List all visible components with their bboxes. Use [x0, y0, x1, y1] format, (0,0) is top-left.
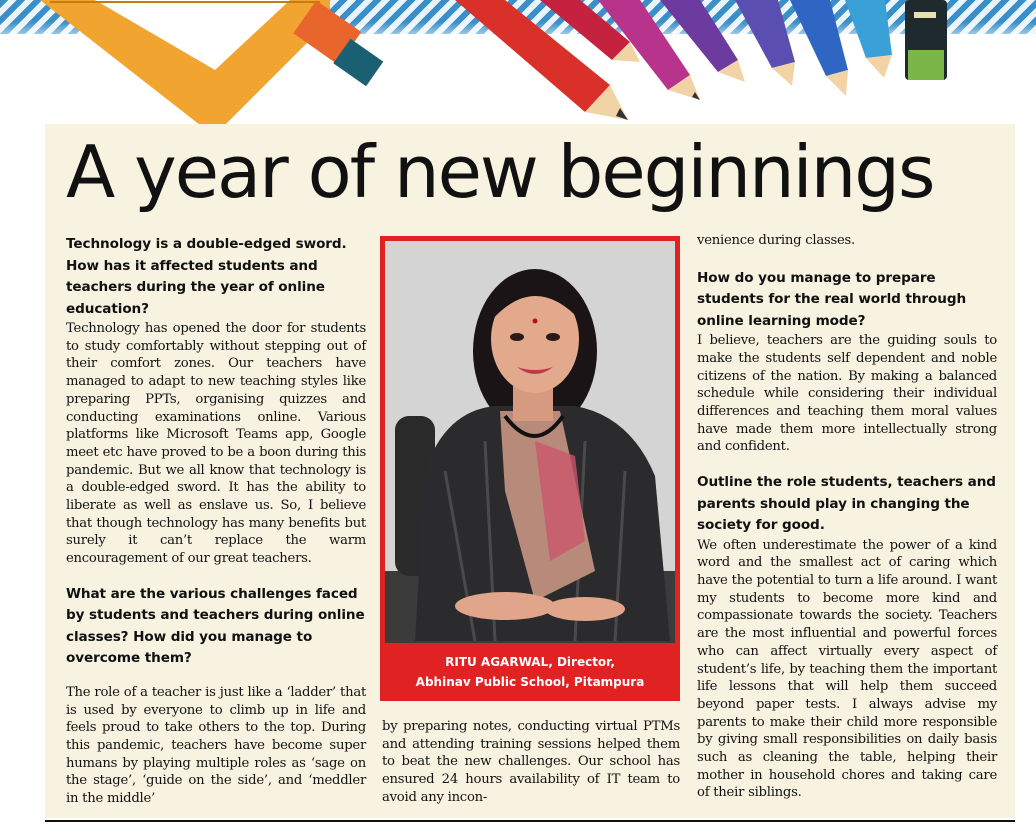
marker-icon [905, 0, 947, 80]
question-4: Outline the role students, teachers and parents should play in changing the society for good. [697, 474, 996, 534]
pencils-illustration [0, 0, 1036, 125]
question-2: What are the various challenges faced by students and teachers during online classes? How did you manage to overcome them? [66, 585, 365, 667]
answer-1: Technology has opened the door for students to study comfortably without stepping out of their comfort zones. Our teachers have managed to adapt to new teaching styles like preparing PPTs, organising quizzes and conducting examinations online. Various platforms like Microsoft Teams app, Google meet etc have proved to be a boon during this pandemic. But we all know that technology is a double-edged sword. It has the ability to liberate as well as enslave us. So, I believe that though technology has many benefits but surely it can’t replace the warm encouragement of our great teachers. [66, 321, 366, 567]
answer-2-start: The role of a teacher is just like a ‘ladder’ that is used by everyone to climb up in life and feels proud to take others to the top. During this pandemic, teachers have become super humans by playing multiple roles as ‘sage on the stage’, ‘guide on the side’, and ‘meddler in the middle’ [66, 684, 366, 807]
caption-name: RITU AGARWAL, Director, [445, 655, 615, 669]
answer-2-continued: by preparing notes, conducting virtual PTMs and attending training sessions helped them to beat the new challenges. Our school has ensured 24 hours availability of IT team to avoid any incon- [382, 719, 680, 805]
portrait-photo [385, 241, 675, 643]
portrait-photo-frame [380, 236, 680, 701]
answer-2-end: venience during classes. [697, 233, 855, 248]
set-square-icon [40, 0, 330, 125]
violet-pencil-icon [735, 0, 795, 86]
column-1 [66, 234, 366, 808]
column-3 [697, 232, 997, 802]
column-2 [382, 718, 680, 807]
red-pencil-icon [455, 0, 628, 120]
answer-3: I believe, teachers are the guiding souls to make the students self dependent and noble citizens of the nation. By making a balanced schedule while considering their individual differences and teaching them moral values have made them more intellectually strong and confident. [697, 333, 997, 455]
photo-caption [380, 646, 680, 701]
bottom-rule [45, 820, 1015, 822]
answer-4: We often underestimate the power of a kind word and the smallest act of caring which have the potential to turn a life around. I want my students to become more kind and compassionate towards the society. Teachers are the most influential and powerful forces who can affect virtually every aspect of student’s life, by teaching them the important life lessons that will help them succeed beyond paper tests. I always advise my parents to make their child more responsible by giving small responsibilities on daily basis such as cleaning the table, helping their mother in household chores and taking care of their siblings. [697, 537, 997, 801]
blue-pencil-icon [790, 0, 848, 96]
caption-school: Abhinav Public School, Pitampura [415, 675, 645, 689]
sky-pencil-icon [845, 0, 892, 78]
headline: A year of new beginnings [66, 130, 934, 214]
decorative-pencil-banner [0, 0, 1036, 125]
question-1: Technology is a double-edged sword. How has it affected students and teachers during the year of online education? [66, 236, 347, 317]
question-3: How do you manage to prepare students for the real world through online learning mode? [697, 269, 967, 329]
person-portrait-icon [385, 241, 675, 643]
